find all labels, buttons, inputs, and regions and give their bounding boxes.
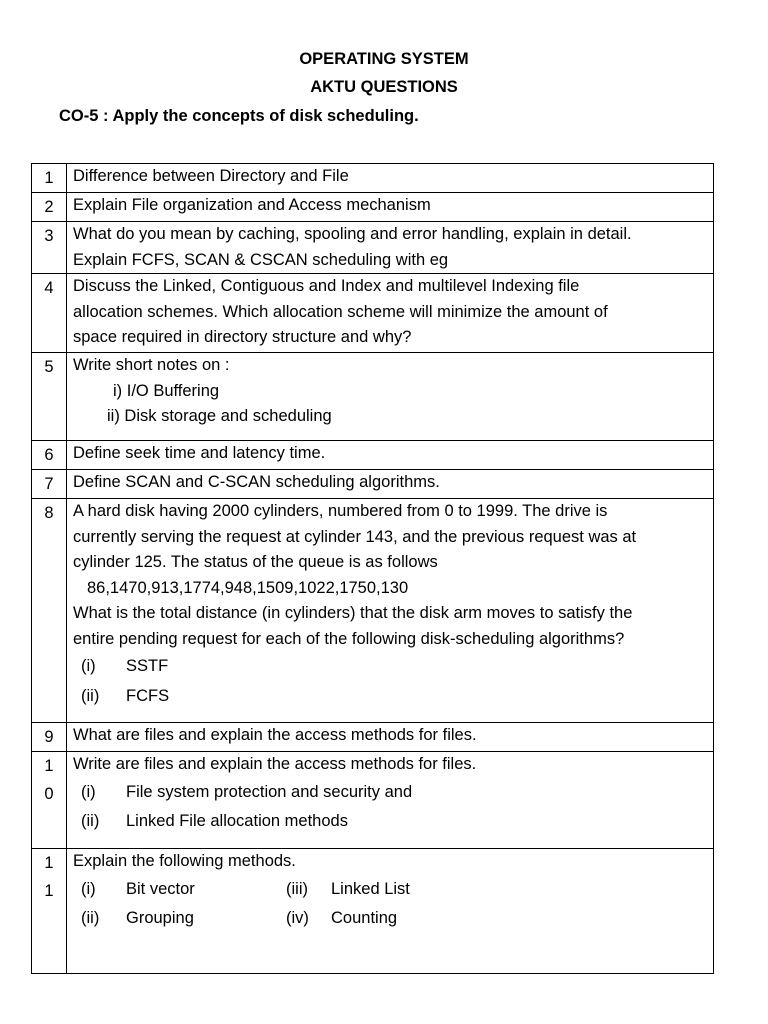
list-item: (ii) Grouping [81, 909, 194, 927]
question-text: Write are files and explain the access methods for files. (i) File system protection and security and (ii) Linked File allocation methods [67, 752, 714, 849]
document-subtitle: AKTU QUESTIONS [310, 78, 458, 96]
question-number: 1 [32, 164, 67, 193]
list-item: (i) File system protection and security and [81, 782, 413, 801]
question-number: 11 [32, 849, 67, 974]
question-number: 8 [32, 499, 67, 723]
question-row [32, 470, 714, 499]
question-number: 9 [32, 723, 67, 752]
question-number: 10 [32, 752, 67, 849]
list-item: i) I/O Buffering [113, 381, 220, 400]
question-text: Discuss the Linked, Contiguous and Index and multilevel Indexing file allocation schemes. Which allocation scheme will minimize the amount of space required in directory structure and why? [67, 274, 714, 353]
question-row [32, 274, 714, 353]
question-row [32, 164, 714, 193]
methods-grid [73, 875, 713, 934]
question-row [32, 752, 714, 849]
question-text: What do you mean by caching, spooling and error handling, explain in detail. Explain FCFS, SCAN & CSCAN scheduling with eg [67, 222, 714, 274]
question-row [32, 222, 714, 274]
question-row [32, 499, 714, 723]
question-row [32, 353, 714, 441]
list-item: ii) Disk storage and scheduling [107, 407, 332, 425]
request-queue: 86,1470,913,1774,948,1509,1022,1750,130 [87, 578, 409, 597]
course-outcome-heading: CO-5 : Apply the concepts of disk scheduling. [59, 107, 419, 125]
question-text: What are files and explain the access methods for files. [67, 723, 714, 752]
question-text: Difference between Directory and File [67, 164, 714, 193]
question-number: 5 [32, 353, 67, 441]
list-item: (i) SSTF [81, 657, 169, 675]
question-number: 6 [32, 441, 67, 470]
question-number: 3 [32, 222, 67, 274]
questions-table [31, 163, 714, 974]
question-number: 2 [32, 193, 67, 222]
question-text: Define SCAN and C-SCAN scheduling algorithms. [67, 470, 714, 499]
question-row [32, 193, 714, 222]
question-row [32, 441, 714, 470]
question-row [32, 723, 714, 752]
list-item: (iii) Linked List [286, 879, 410, 898]
question-number: 4 [32, 274, 67, 353]
question-text: Explain File organization and Access mechanism [67, 193, 714, 222]
question-text: Write short notes on : i) I/O Buffering ii) Disk storage and scheduling [67, 353, 714, 441]
list-item: (i) Bit vector [81, 879, 195, 898]
list-item: (iv) Counting [286, 909, 398, 927]
question-text: A hard disk having 2000 cylinders, numbered from 0 to 1999. The drive is currently serving the request at cylinder 143, and the previous request was at cylinder 125. The status of the queue is as follows 86,1470,913,1774,948,1509,1022,1750,130 What is the total distance (in cylinders) that the disk arm moves to satisfy the entire pending request for each of the following disk-scheduling algorithms? (i) SSTF (ii) FCFS [67, 499, 714, 723]
question-text: Explain the following methods. (i) Bit vector (ii) Grouping (iii) Linked List (iv) Counting [67, 849, 714, 974]
question-number: 7 [32, 470, 67, 499]
list-item: (ii) Linked File allocation methods [81, 812, 348, 830]
question-row [32, 849, 714, 974]
question-text: Define seek time and latency time. [67, 441, 714, 470]
list-item: (ii) FCFS [81, 686, 170, 705]
document-title: OPERATING SYSTEM [299, 50, 469, 68]
